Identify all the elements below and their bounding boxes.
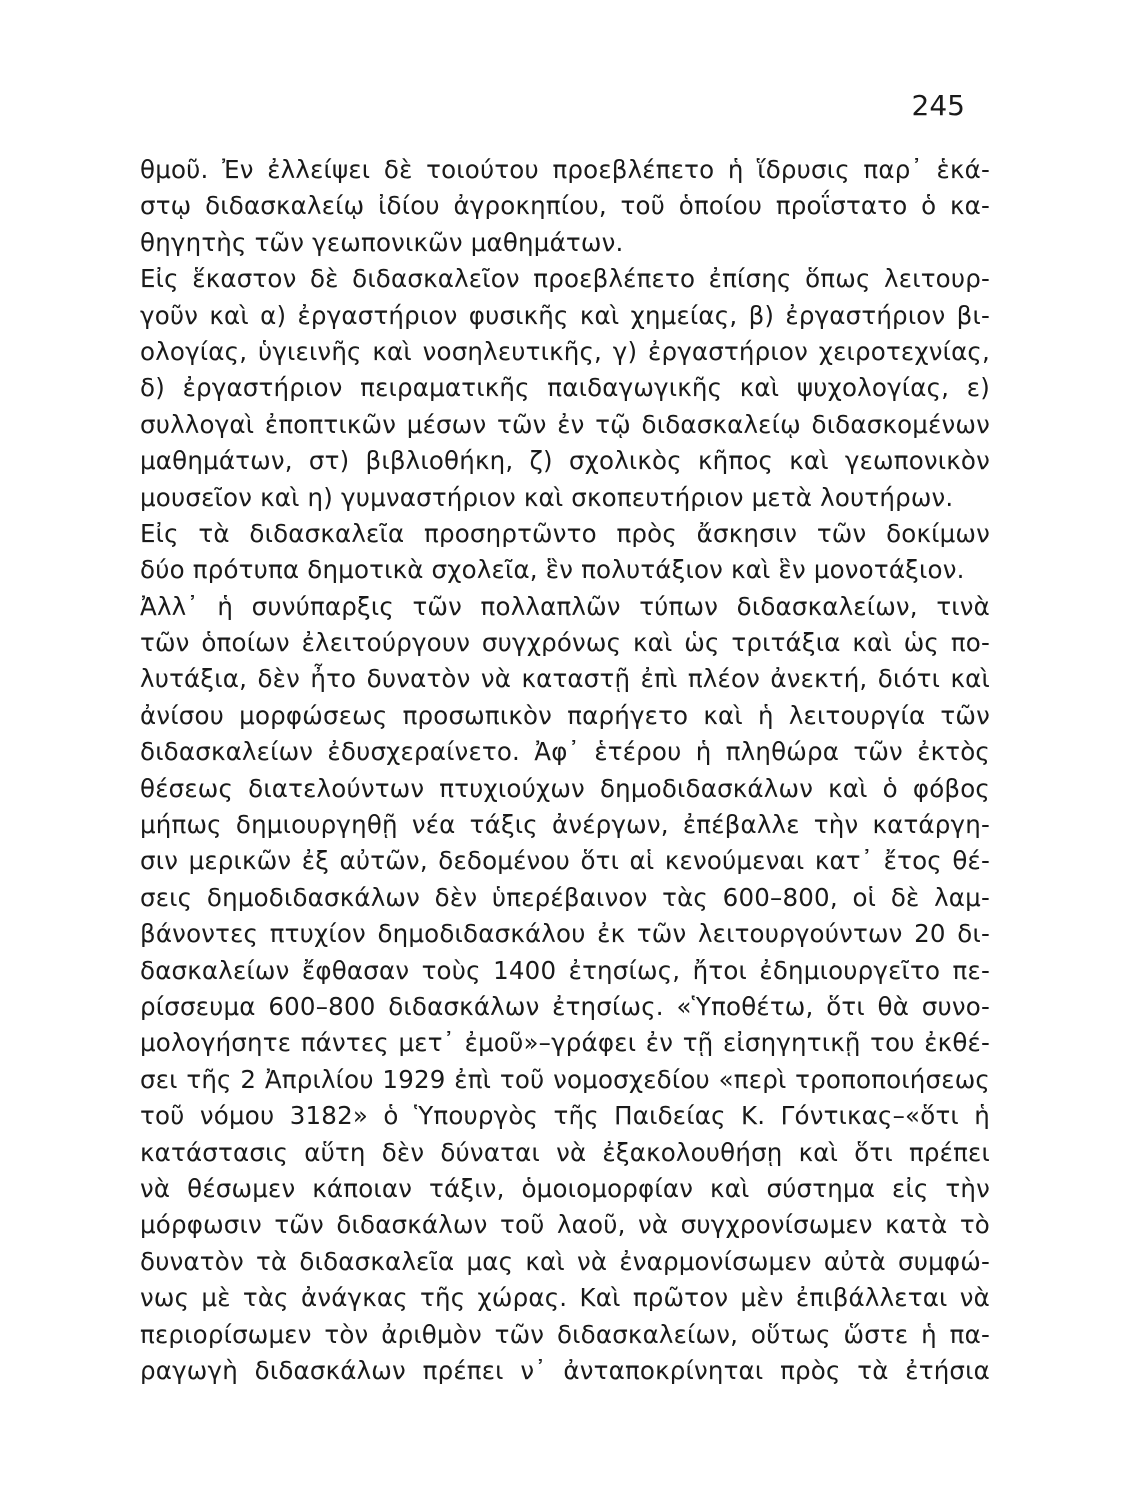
text-line: τοῦ νόμου 3182» ὁ Ὑπουργὸς τῆς Παιδείας Κ. Γόντικας–«ὅτι ἡ: [140, 1101, 990, 1131]
text-line: σει τῆς 2 Ἀπριλίου 1929 ἐπὶ τοῦ νομοσχεδίου «περὶ τροποποιήσεως: [140, 1064, 990, 1094]
text-line: Εἰς τὰ διδασκαλεῖα προσηρτῶντο πρὸς ἄσκησιν τῶν δοκίμων: [140, 518, 990, 548]
text-line: ραγωγὴ διδασκάλων πρέπει ν᾽ ἀνταποκρίνηται πρὸς τὰ ἐτήσια: [140, 1355, 990, 1385]
text-line: κατάστασις αὕτη δὲν δύναται νὰ ἐξακολουθήσῃ καὶ ὅτι πρέπει: [140, 1137, 990, 1167]
text-line: μήπως δημιουργηθῇ νέα τάξις ἀνέργων, ἐπέβαλλε τὴν κατάργη-: [140, 810, 990, 840]
text-line: νως μὲ τὰς ἀνάγκας τῆς χώρας. Καὶ πρῶτον μὲν ἐπιβάλλεται νὰ: [140, 1283, 990, 1313]
text-line: λυτάξια, δὲν ἦτο δυνατὸν νὰ καταστῇ ἐπὶ πλέον ἀνεκτή, διότι καὶ: [140, 664, 990, 694]
text-line: νὰ θέσωμεν κάποιαν τάξιν, ὁμοιομορφίαν καὶ σύστημα εἰς τὴν: [140, 1173, 990, 1203]
text-line: μόρφωσιν τῶν διδασκάλων τοῦ λαοῦ, νὰ συγχρονίσωμεν κατὰ τὸ: [140, 1210, 990, 1240]
text-line: δυνατὸν τὰ διδασκαλεῖα μας καὶ νὰ ἐναρμονίσωμεν αὐτὰ συμφώ-: [140, 1246, 990, 1276]
text-line: δ) ἐργαστήριον πειραματικῆς παιδαγωγικῆς καὶ ψυχολογίας, ε): [140, 373, 990, 403]
text-line: ρίσσευμα 600–800 διδασκάλων ἐτησίως. «Ὑποθέτω, ὅτι θὰ συνο-: [140, 991, 990, 1021]
text-line: θηγητὴς τῶν γεωπονικῶν μαθημάτων.: [140, 227, 624, 257]
text-line: θέσεως διατελούντων πτυχιούχων δημοδιδασκάλων καὶ ὁ φόβος: [140, 773, 990, 803]
text-line: σιν μερικῶν ἐξ αὐτῶν, δεδομένου ὅτι αἱ κενούμεναι κατ᾽ ἔτος θέ-: [140, 846, 990, 876]
text-line: τῶν ὁποίων ἐλειτούργουν συγχρόνως καὶ ὡς τριτάξια καὶ ὡς πο-: [140, 628, 990, 658]
text-line: δύο πρότυπα δημοτικὰ σχολεῖα, ἓν πολυτάξιον καὶ ἓν μονοτάξιον.: [140, 555, 965, 585]
text-line: ολογίας, ὑγιεινῆς καὶ νοσηλευτικῆς, γ) ἐργαστήριον χειροτεχνίας,: [140, 336, 990, 366]
page-number: 245: [911, 89, 965, 122]
body-text: [140, 152, 990, 1389]
text-line: μουσεῖον καὶ η) γυμναστήριον καὶ σκοπευτήριον μετὰ λουτήρων.: [140, 482, 954, 512]
text-line: βάνοντες πτυχίον δημοδιδασκάλου ἐκ τῶν λειτουργούντων 20 δι-: [140, 919, 990, 949]
text-line: μολογήσητε πάντες μετ᾽ ἐμοῦ»–γράφει ἐν τῇ εἰσηγητικῇ του ἐκθέ-: [140, 1028, 990, 1058]
text-line: στῳ διδασκαλείῳ ἰδίου ἀγροκηπίου, τοῦ ὁποίου προΐστατο ὁ κα-: [140, 191, 990, 221]
text-line: θμοῦ. Ἐν ἐλλείψει δὲ τοιούτου προεβλέπετο ἡ ἵδρυσις παρ᾽ ἑκά-: [140, 155, 990, 184]
text-line: Εἰς ἕκαστον δὲ διδασκαλεῖον προεβλέπετο ἐπίσης ὅπως λειτουρ-: [140, 264, 990, 294]
text-line: ἀνίσου μορφώσεως προσωπικὸν παρήγετο καὶ ἡ λειτουργία τῶν: [140, 700, 990, 730]
text-line: σεις δημοδιδασκάλων δὲν ὑπερέβαινον τὰς 600–800, οἱ δὲ λαμ-: [140, 882, 990, 912]
text-line: δασκαλείων ἔφθασαν τοὺς 1400 ἐτησίως, ἤτοι ἐδημιουργεῖτο πε-: [140, 955, 990, 985]
text-line: περιορίσωμεν τὸν ἀριθμὸν τῶν διδασκαλείων, οὕτως ὥστε ἡ πα-: [140, 1319, 990, 1349]
text-line: γοῦν καὶ α) ἐργαστήριον φυσικῆς καὶ χημείας, β) ἐργαστήριον βι-: [140, 300, 990, 330]
text-line: Ἀλλ᾽ ἡ συνύπαρξις τῶν πολλαπλῶν τύπων διδασκαλείων, τινὰ: [140, 591, 990, 621]
text-line: συλλογαὶ ἐποπτικῶν μέσων τῶν ἐν τῷ διδασκαλείῳ διδασκομένων: [140, 409, 990, 439]
text-line: μαθημάτων, στ) βιβλιοθήκη, ζ) σχολικὸς κῆπος καὶ γεωπονικὸν: [140, 446, 990, 476]
text-line: διδασκαλείων ἐδυσχεραίνετο. Ἀφ᾽ ἑτέρου ἡ πληθώρα τῶν ἐκτὸς: [140, 737, 990, 767]
